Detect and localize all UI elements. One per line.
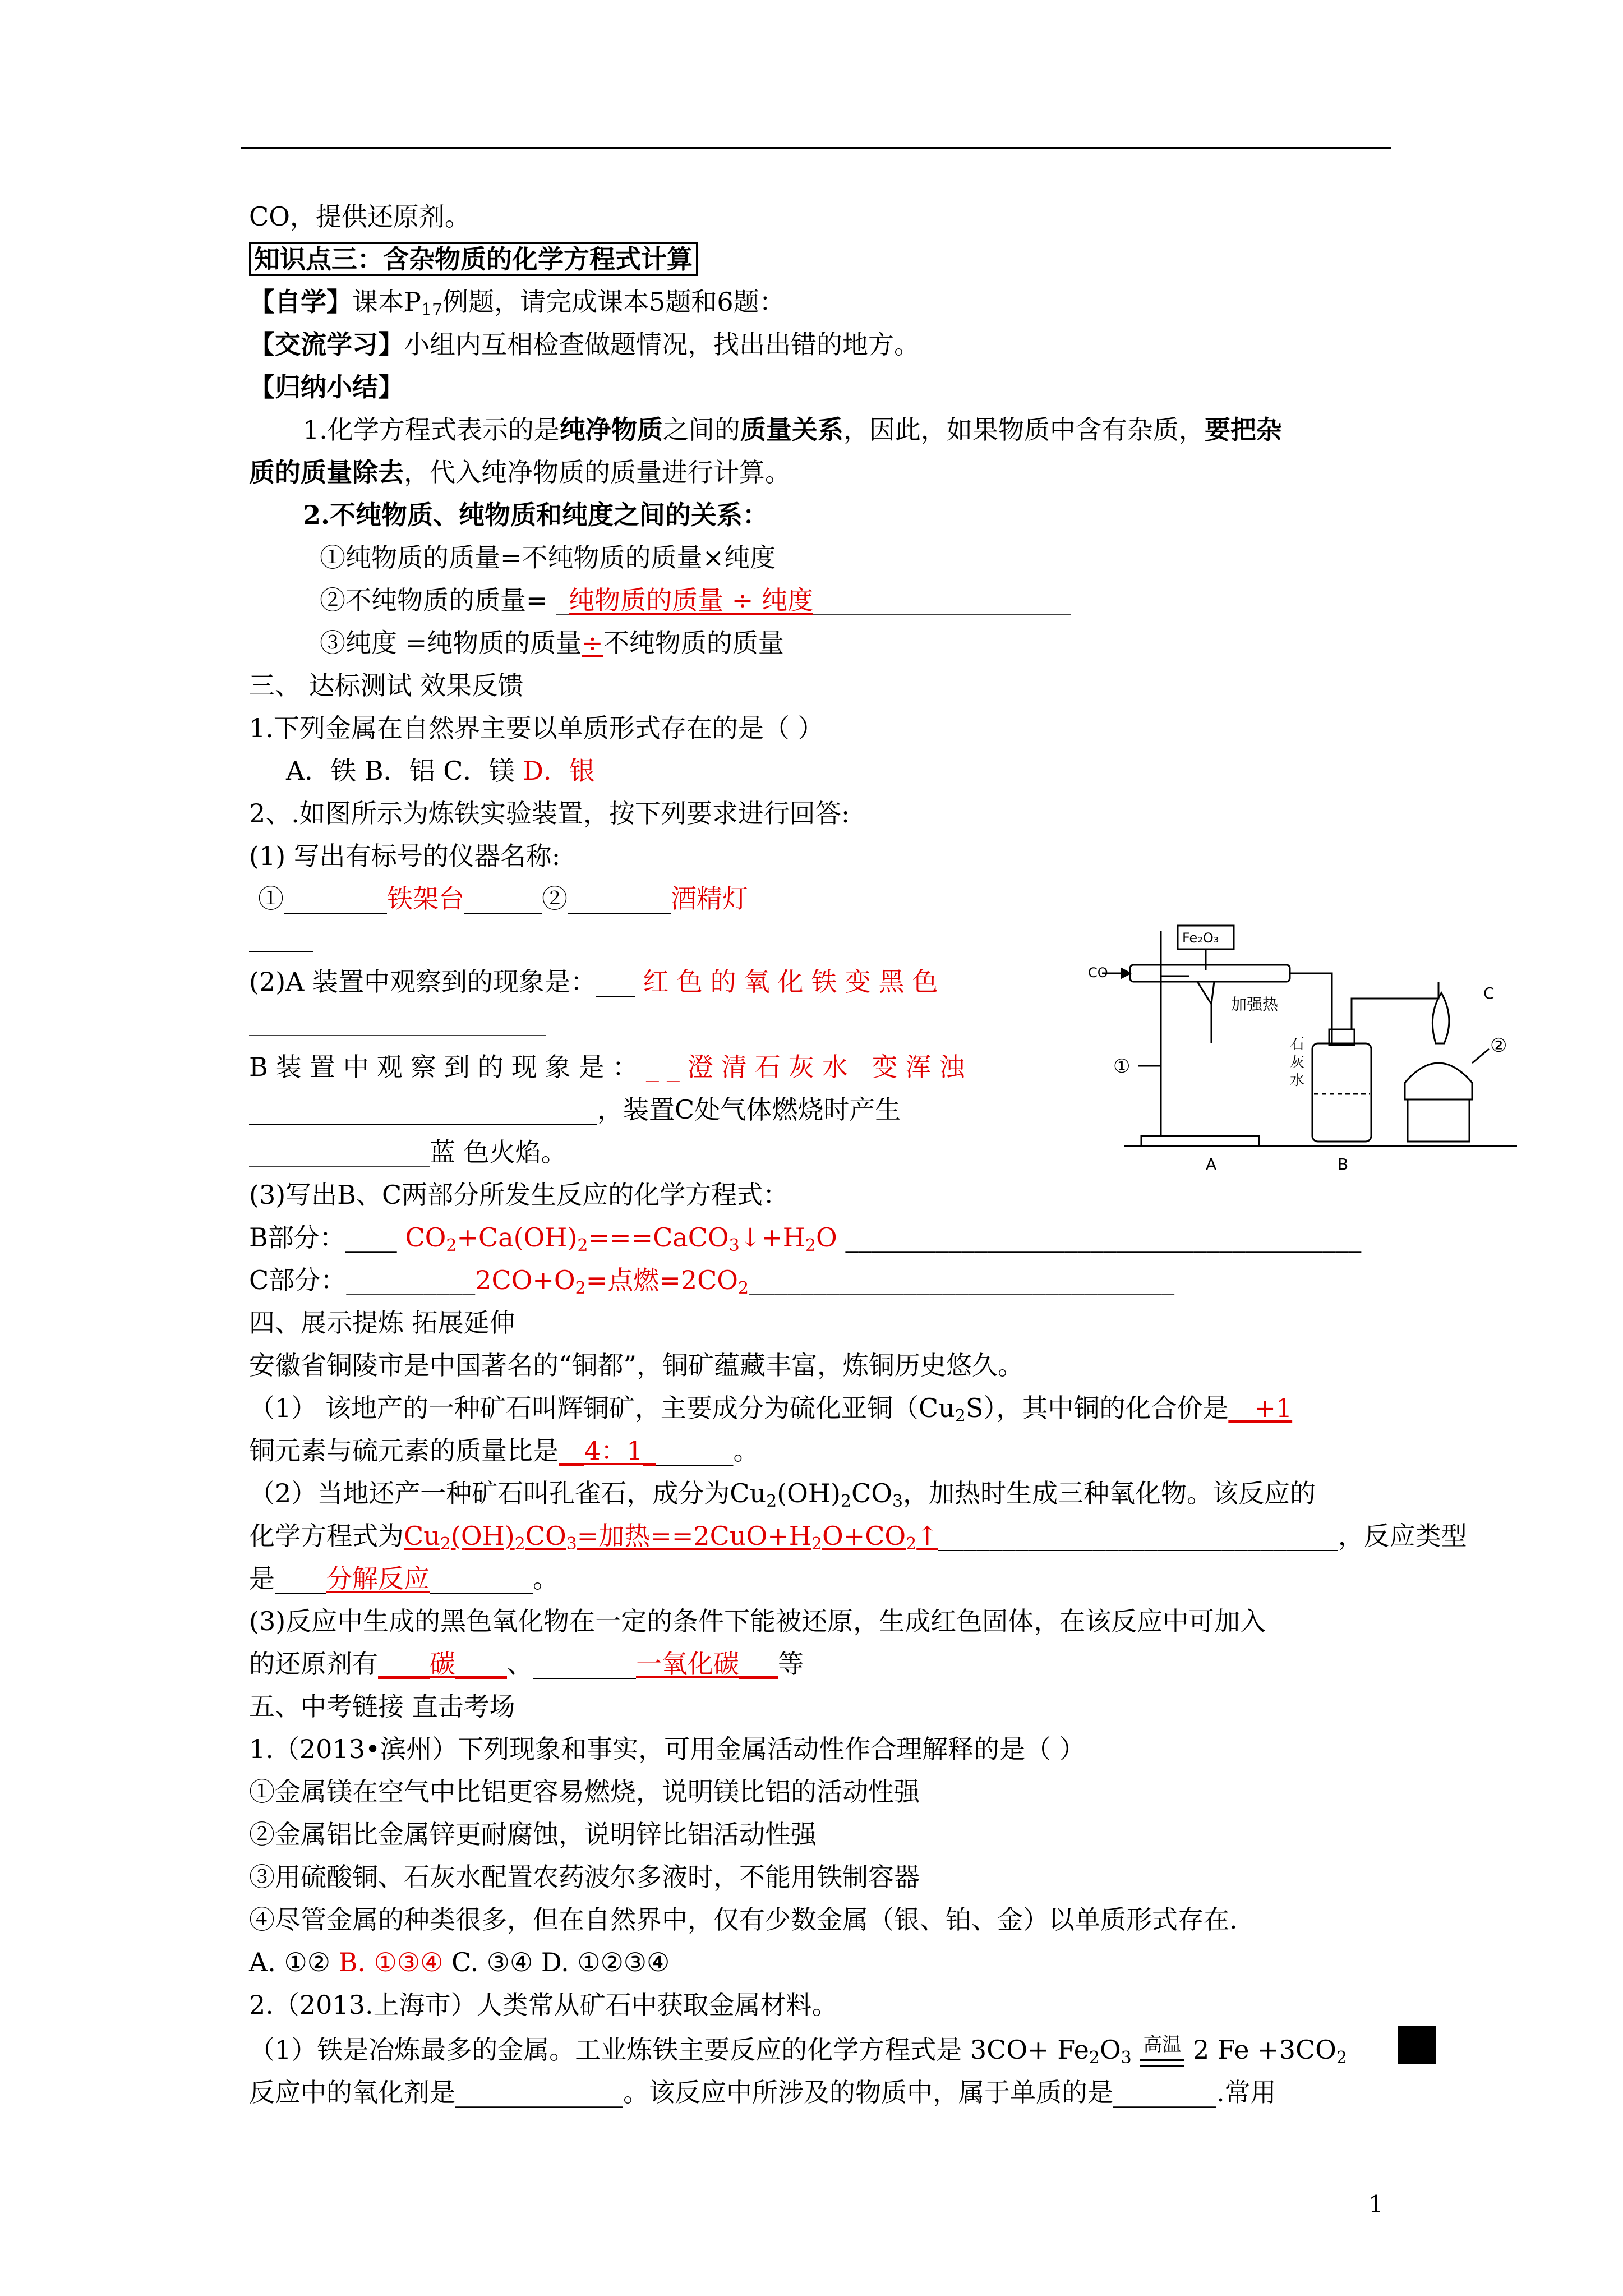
answer: __4：1_ [559,1435,656,1466]
text: CO [525,1521,566,1551]
subscript: 2 [440,1534,451,1554]
text: （1）铁是冶炼最多的金属。工业炼铁主要反应的化学方程式是 3CO+ Fe [249,2035,1089,2065]
text: Cu [404,1521,440,1551]
text: 纯净物质 [559,415,663,445]
subscript: 2 [1089,2048,1100,2068]
answer-malachite-equation [404,1521,938,1554]
exam-q1-item-4 [249,1903,1238,1936]
subscript: 2 [811,1534,822,1554]
text: 四、展示提炼 拓展延伸 [249,1308,515,1338]
text: 安徽省铜陵市是中国著名的“铜都”，铜矿蕴藏丰富，炼铜历史悠久。 [249,1350,1024,1381]
lamp-c-block [1408,1099,1469,1142]
answer: __+1 [1228,1393,1293,1423]
text: (1) 写出有标号的仪器名称: [249,841,561,871]
exam-q1-item-2 [249,1818,817,1851]
text: 2CO+O [475,1265,575,1295]
text: =点燃=2CO [585,1265,738,1295]
question-2-part-2c [249,1093,901,1126]
answer: B. ①③④ [338,1947,444,1977]
question-2-part-1 [249,839,560,873]
condition-high-temp: 高温 [1140,2028,1184,2062]
text: 1.下列金属在自然界主要以单质形式存在的是（ ） [249,713,824,743]
text: 的还原剂有 [249,1649,378,1679]
fe2o3-label: Fe₂O₃ [1182,930,1219,946]
line-summary-1b [249,455,791,489]
subscript: 2 [906,1534,917,1554]
text: ②金属铝比金属锌更耐腐蚀，说明锌比铝活动性强 [249,1819,817,1849]
text: ↓+H [739,1222,805,1253]
text: 五、中考链接 直击考场 [249,1691,515,1722]
text: O+CO [822,1521,906,1551]
question-1 [249,711,824,745]
subscript: 2 [514,1534,525,1554]
text: (3)写出B、C两部分所发生反应的化学方程式： [249,1180,789,1210]
heat-label: 加强热 [1231,995,1279,1014]
para-malachite-equation [249,1519,1467,1553]
exam-q1-item-1 [249,1775,920,1809]
lamp-c-flame [1432,993,1449,1043]
question-2-part-2a-blank [249,1004,546,1038]
exam-question-2 [249,1988,838,2022]
subscript: 2 [955,1406,966,1426]
text: 不纯物质的质量 [603,628,784,658]
text: 之间的 [662,415,740,445]
question-2-part-2b [249,1050,972,1084]
exam-q2-part-1 [249,2033,1347,2069]
text: (OH) [450,1521,515,1551]
exam-q2-part-1b [249,2076,1276,2109]
stand-base [1141,1136,1259,1146]
page-number: 1 [1368,2191,1384,2218]
question-1-options [286,754,595,788]
lime-label-2: 灰 [1290,1054,1305,1071]
text: CO [851,1478,892,1508]
text: 课本P [352,287,421,317]
pipe-a-to-b [1290,973,1332,1043]
text: （2）当地还产一种矿石叫孔雀石，成分为Cu [249,1478,767,1508]
text: ，反应类型 [1338,1521,1467,1551]
co-label: CO [1088,965,1108,981]
question-2-part-1-blank [249,920,313,954]
answer-equation-c [475,1265,749,1298]
tag: 【归纳小结】 [249,372,404,402]
para-mass-ratio [249,1434,759,1467]
line-co-reductant [249,200,471,233]
co-arrow [1122,969,1130,978]
text: (OH) [777,1478,841,1508]
text: A. ①② [249,1947,339,1977]
text: 等 [778,1649,804,1679]
text: ______________蓝 色火焰。 [249,1137,567,1167]
line-summary-2 [303,498,768,532]
para-malachite [249,1476,1316,1510]
answer: 一氧化碳___ [636,1649,778,1679]
text: =加热==2CuO+H [577,1521,811,1551]
answer: D．银 [523,756,595,786]
para-reduction [249,1604,1266,1638]
exam-q1-options [249,1945,670,1979]
text: 2.不纯物质、纯物质和纯度之间的关系： [303,500,769,530]
text: ②不纯物质的质量= _ [320,585,569,615]
answer: 红色的氧化铁变黑色 [643,967,946,997]
blank: _________________________________ [749,1265,1175,1295]
blank: ________。 [430,1563,559,1594]
tag: 【交流学习】 [249,329,404,360]
text: ，代入纯净物质的质量进行计算。 [404,457,791,487]
text: ===CaCO [588,1222,729,1253]
line-summary-1 [303,413,1282,447]
label-b: B [1338,1155,1349,1174]
answer: 铁架台 [387,884,464,914]
text: C部分：__________ [249,1265,476,1295]
knowledge-point-3-heading [249,242,698,276]
text: (3)反应中生成的黑色氧化物在一定的条件下能被还原，生成红色固体，在该反应中可加入 [249,1606,1266,1636]
subscript: 2 [577,1236,588,1255]
blank: _____ [249,922,313,952]
blank: 、________ [507,1649,636,1679]
text: 2、.如图所示为炼铁实验装置，按下列要求进行回答: [249,798,850,829]
subscript: 2 [575,1278,586,1298]
text: ①纯物质的质量=不纯物质的质量×纯度 [320,542,776,573]
answer: 酒精灯 [671,884,748,914]
boxed-heading: 知识点三：含杂物质的化学方程式计算 [249,242,698,276]
blank: ______②________ [464,884,671,914]
subscript: 3 [892,1492,903,1511]
subscript: 3 [566,1534,577,1554]
para-chalcocite [249,1391,1292,1425]
text: ④尽管金属的种类很多，但在自然界中，仅有少数金属（银、铂、金）以单质形式存在. [249,1904,1238,1935]
question-2 [249,797,850,830]
text: ↑ [916,1521,938,1551]
iron-smelting-apparatus-diagram [1088,914,1523,1174]
text: 铜元素与硫元素的质量比是 [249,1435,559,1466]
text: 小组内互相检查做题情况，找出出错的地方。 [404,329,920,360]
exam-q1-item-3 [249,1860,920,1894]
section-3-heading [249,669,523,702]
header-rule [241,147,1391,149]
burner-flame-2 [1211,982,1214,1004]
section-4-heading [249,1306,515,1340]
text: 例题，请完成课本5题和6题： [442,287,785,317]
subscript: 3 [1121,2048,1132,2068]
line-relation-3 [320,626,784,660]
label-a: A [1206,1155,1217,1174]
text: ，加热时生成三种氧化物。该反应的 [903,1478,1316,1508]
bottle-b [1312,1043,1371,1142]
text: B部分：____ [249,1222,405,1253]
reaction-tube [1130,965,1290,982]
lime-label-1: 石 [1290,1036,1305,1053]
burner-flame [1197,982,1211,1004]
text: 1.（2013•滨州）下列现象和事实，可用金属活动性作合理解释的是（ ） [249,1734,1085,1764]
text: 质的质量除去 [249,457,404,487]
subscript: 2 [805,1236,816,1255]
redaction-box [1398,2026,1436,2064]
text: O [816,1222,837,1253]
lamp-c [1405,1063,1472,1099]
text: （1） 该地产的一种矿石叫辉铜矿，主要成分为硫化亚铜（Cu [249,1393,955,1423]
blank: ____________________ [813,585,1071,615]
text: 1.化学方程式表示的是 [303,415,560,445]
subscript: 2 [446,1236,457,1255]
label-1: ① [1113,1055,1131,1078]
tag: 【自学】 [249,287,352,317]
question-2-part-1-answers [258,882,748,915]
lime-label-3: 水 [1290,1072,1305,1089]
subscript: 2 [840,1492,852,1511]
equation-c [249,1263,1174,1297]
question-2-part-3 [249,1178,789,1212]
text: 三、 达标测试 效果反馈 [249,670,524,701]
question-2-part-2d [249,1135,567,1169]
pipe-b-to-c [1352,982,1438,1029]
text: B装置中观察到的现象是： [249,1052,646,1082]
text: 2.（2013.上海市）人类常从矿石中获取金属材料。 [249,1990,838,2020]
blank: ______。 [656,1435,759,1466]
answer: ____碳____ [378,1649,507,1679]
subscript: 3 [728,1236,740,1255]
text: 是____ [249,1563,326,1594]
answer: 纯物质的质量 ÷ 纯度 [569,585,813,615]
label-2-pointer [1472,1049,1489,1063]
label-c: C [1483,984,1495,1002]
subscript: 2 [738,1278,749,1298]
line-relation-2 [320,583,1071,617]
text: 反应中的氧化剂是_____________。该反应中所涉及的物质中，属于单质的是________.常用 [249,2077,1276,2108]
text: ，因此，如果物质中含有杂质， [843,415,1205,445]
text: +Ca(OH) [457,1222,578,1253]
text: ③用硫酸铜、石灰水配置农药波尔多液时，不能用铁制容器 [249,1862,920,1892]
text: ①金属镁在空气中比铝更容易燃烧，说明镁比铝的活动性强 [249,1777,920,1807]
answer: __澄清石灰水 变浑浊 [645,1052,973,1082]
text: O [1099,2035,1121,2065]
question-2-part-2a [249,965,946,999]
answer: 分解反应 [326,1563,430,1594]
text: 质量关系 [740,415,843,445]
blank: _______________________________ [938,1521,1338,1551]
para-reducing-agents [249,1647,804,1681]
text: CO [405,1222,446,1253]
answer: ÷ [582,628,603,658]
text: CO，提供还原剂。 [249,201,471,232]
text: 要把杂 [1204,415,1282,445]
line-summary-tag [249,370,404,404]
text: 化学方程式为 [249,1521,404,1551]
blank: ①________ [258,884,387,914]
answer-equation-b [405,1222,837,1253]
subscript: 2 [766,1492,777,1511]
text: C. ③④ D. ①②③④ [443,1947,670,1977]
para-copper-city [249,1349,1023,1382]
para-reaction-type [249,1562,559,1595]
blank: _______________________ [249,1006,546,1036]
text: (2)A 装置中观察到的现象是：___ [249,967,643,997]
section-5-heading [249,1690,515,1723]
text: ③纯度 =纯物质的质量 [320,628,582,658]
line-exchange-study [249,328,920,361]
text: S），其中铜的化合价是 [965,1393,1229,1423]
text: 2 Fe +3CO [1184,2035,1336,2065]
line-self-study [249,285,785,319]
equation-b [249,1221,1361,1254]
text: A．铁 B．铝 C．镁 [286,756,523,786]
subscript: 2 [1336,2048,1347,2068]
line-relation-1 [320,541,776,574]
exam-question-1 [249,1732,1085,1766]
text: ___________________________，装置C处气体燃烧时产生 [249,1094,901,1125]
label-2: ② [1490,1034,1507,1057]
blank: ________________________________________ [837,1222,1362,1253]
subscript: 17 [421,300,443,320]
